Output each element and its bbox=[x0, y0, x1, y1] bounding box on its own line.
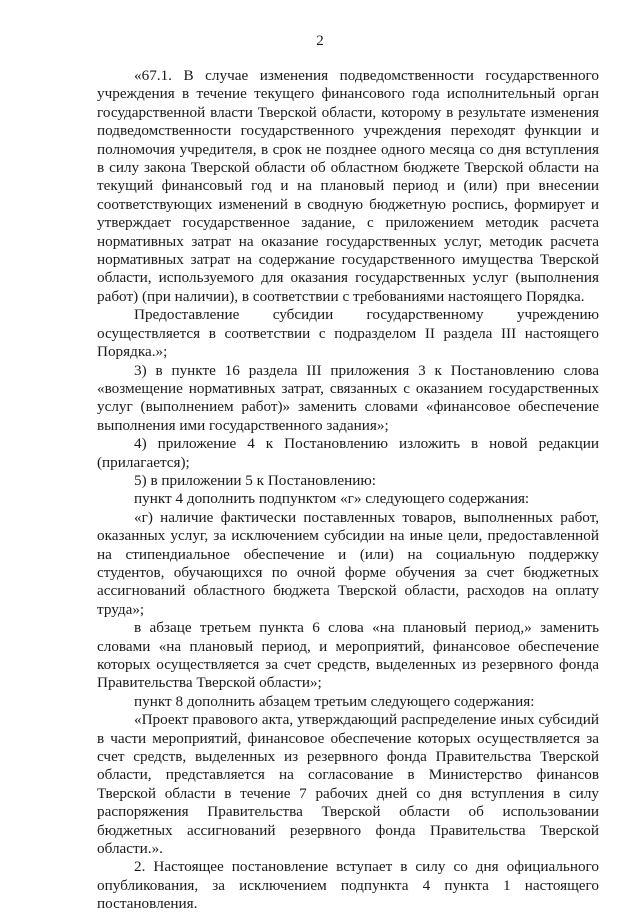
paragraph-subpoint-g: «г) наличие фактически поставленных товаров, выполненных работ, оказанных услуг, за исключением субсидии на иные цели, предоставленной на стипендиальное обеспечение и (или) на социальную поддержку студентов, обучающихся по очной форме обучения за счет бюджетных ассигнований областного бюджета Тверской области, расходов на оплату труда»; bbox=[97, 508, 599, 618]
paragraph-section-2: 2. Настоящее постановление вступает в силу со дня официального опубликования, за исключением подпункта 4 пункта 1 настоящего постановления. bbox=[97, 858, 599, 913]
paragraph-point-6: в абзаце третьем пункта 6 слова «на плановый период,» заменить словами «на плановый период, и мероприятий, финансовое обеспечение которых осуществляется за счет средств, выделенных из резервного фонда Правительства Тверской области»; bbox=[97, 619, 599, 692]
paragraph-draft-act: «Проект правового акта, утверждающий распределение иных субсидий в части мероприятий, финансовое обеспечение которых осуществляется за счет средств, выделенных из резервного фонда Правительства Тверской области, представляется на согласование в Министерство финансов Тверской области в течение 7 рабочих дней со дня вступления в силу распоряжения Правительства Тверской области об использовании бюджетных ассигнований резервного фонда Правительства Тверской области.». bbox=[97, 711, 599, 858]
paragraph-item-4: 4) приложение 4 к Постановлению изложить в новой редакции (прилагается); bbox=[97, 435, 599, 471]
paragraph-67-1: «67.1. В случае изменения подведомственности государственного учреждения в течение текущего финансового года исполнительный орган государственной власти Тверской области, которому в результате изменения подведомственности государственного учреждения переходят функции и полномочия учредителя, в срок не позднее одного месяца со дня вступления в силу закона Тверской области об областном бюджете Тверской области на текущий финансовый год и на плановый период и (или) при внесении соответствующих изменений в сводную бюджетную роспись, формирует и утверждает государственное задание, с приложением методик расчета нормативных затрат на оказание государственных услуг, методик расчета нормативных затрат на содержание государственного имущества Тверской области, используемого для оказания государственных услуг (выполнения работ) (при наличии), в соответствии с требованиями настоящего Порядка. bbox=[97, 67, 599, 305]
paragraph-item-3: 3) в пункте 16 раздела III приложения 3 к Постановлению слова «возмещение нормативных затрат, связанных с оказанием государственных услуг (выполнением работ)» заменить словами «финансовое обеспечение выполнения ими государственного задания»; bbox=[97, 361, 599, 434]
paragraph-subsidy: Предоставление субсидии государственному учреждению осуществляется в соответствии с подразделом II раздела III настоящего Порядка.»; bbox=[97, 306, 599, 361]
paragraph-item-5: 5) в приложении 5 к Постановлению: bbox=[134, 471, 376, 489]
paragraph-point-8: пункт 8 дополнить абзацем третьим следующего содержания: bbox=[134, 692, 535, 710]
page-number: 2 bbox=[316, 33, 324, 49]
paragraph-point-4: пункт 4 дополнить подпунктом «г» следующего содержания: bbox=[134, 490, 530, 508]
document-body bbox=[97, 67, 599, 914]
